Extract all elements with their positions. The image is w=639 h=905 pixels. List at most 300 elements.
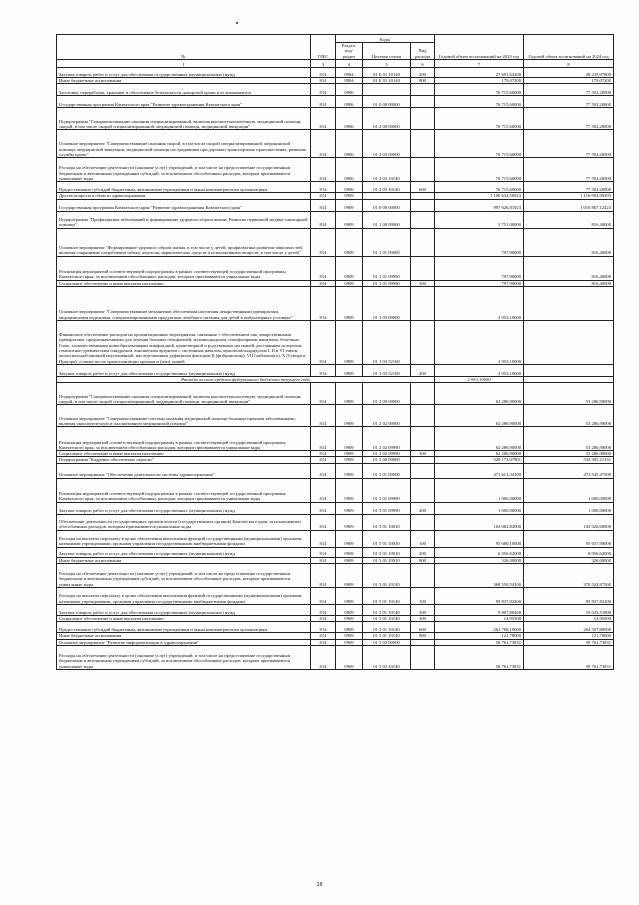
row-section: 0909 [336,605,363,616]
row-grbs: 814 [311,451,336,457]
row-amount-2024: 816,40000 [524,228,614,256]
row-grbs: 814 [311,530,336,547]
row-grbs: 814 [311,405,336,427]
row-section: 0909 [336,502,363,514]
table-row [57,108,614,130]
header-grbs: ГРБС [311,35,336,60]
row-amount-2024: 77 502,20000 [524,182,614,193]
row-exp: 800 [411,633,435,639]
row-grbs: 814 [311,588,336,605]
page-number: 28 [316,882,323,888]
row-grbs: 814 [311,364,336,376]
row-section: 0909 [336,427,363,451]
row-exp [411,645,435,669]
table-row [57,211,614,228]
row-section: 0909 [336,547,363,557]
header-num-6: 6 [411,60,435,68]
row-amount-2024: 816,40000 [524,211,614,228]
row-name: Основное мероприятие "Совершенствование механизмов обеспечения населения лекарственными препаратами, медицинскими изделиями, специализированными продуктами лечебного питания для детей в амбулаторных условиях" [57,286,311,320]
row-name: Закупка товаров, работ и услуг для обеспечения государственных (муниципальных) нужд [57,605,311,616]
row-grbs: 814 [311,96,336,108]
table-row [57,286,614,320]
row-section: 0909 [336,564,363,588]
row-amount-2024 [524,286,614,320]
row-name: Заготовка, переработка, хранение и обеспечение безопасности донорской крови и ее компонентов [57,84,311,96]
row-amount-2024: 1 116 094,99293 [524,193,614,199]
row-target: 01 2 00 00000 [363,108,411,130]
row-section: 0909 [336,639,363,645]
row-target: 01 5 01 10140 [363,564,411,588]
row-section: 0909 [336,478,363,502]
table-row [57,158,614,182]
row-target: 01 2 02 09990 [363,427,411,451]
row-target: 01 5 01 10140 [363,588,411,605]
header-2023: Годовой объем ассигнований на 2023 год [435,35,524,60]
row-target: 01 1 01 09990 [363,280,411,286]
table-row [57,622,614,633]
row-section: 0909 [336,286,363,320]
row-target: 01 0 00 00000 [363,96,411,108]
row-target: 01 1 01 09990 [363,256,411,280]
row-grbs: 814 [311,84,336,96]
row-name: Социальное обеспечение и иные выплаты населению [57,280,311,286]
header-num-5: 5 [363,60,411,68]
row-name: Основное мероприятие "Формирование здорового образа жизни, в том числе у детей, профилактика развития зависимостей, включая сокращение потребления табака, алкоголя, наркотических средств и психоактивных веществ, в том числе у детей" [57,228,311,256]
row-name: Иные бюджетные ассигнования [57,633,311,639]
row-grbs: 814 [311,616,336,622]
row-exp: 300 [411,451,435,457]
row-exp [411,320,435,364]
header-name: № [57,35,311,60]
row-exp [411,478,435,502]
row-amount-2023: 997 626,81923 [435,199,524,211]
row-amount-2023: 9 807,88400 [435,605,524,616]
row-amount-2024: 264 507,80000 [524,622,614,633]
row-target: 01 5 01 00000 [363,463,411,478]
row-amount-2023: 3 751,00000 [435,211,524,228]
row-grbs: 814 [311,514,336,530]
row-section: 0909 [336,451,363,457]
row-exp: 600 [411,622,435,633]
row-grbs: 814 [311,130,336,158]
row-target: 01 5 01 10010 [363,547,411,557]
row-name: Подпрограмма "Профилактика заболеваний и формирование здорового образа жизни. Развитие первичной медико-санитарной помощи" [57,211,311,228]
table-row [57,427,614,451]
row-grbs: 814 [311,182,336,193]
row-amount-2024: 10 043,51800 [524,605,614,616]
row-amount-2024: 77 502,20000 [524,158,614,182]
row-amount-2024: 77 502,20000 [524,84,614,96]
row-section: 0909 [336,588,363,605]
row-exp [411,286,435,320]
row-target: 01 5 01 10010 [363,557,411,563]
row-grbs: 814 [311,502,336,514]
table-row [57,364,614,376]
row-amount-2023: 95 680,10000 [435,530,524,547]
row-grbs: 814 [311,639,336,645]
row-amount-2024: 179,07200 [524,78,614,84]
row-name: Иные бюджетные ассигнования [57,78,311,84]
row-name: Основное мероприятие "Развитие информатизации в здравоохранении" [57,639,311,645]
row-amount-2024: 6 056,62000 [524,547,614,557]
row-amount-2023: 797,90000 [435,280,524,286]
row-section: 0909 [336,405,363,427]
table-row [57,199,614,211]
header-section: Раздел, под- раздел [336,43,363,60]
row-amount-2024: 58 761,73831 [524,639,614,645]
row-name: Закупка товаров, работ и услуг для обеспечения государственных (муниципальных) нужд [57,68,311,78]
row-amount-2024 [524,364,614,376]
row-grbs: 814 [311,78,336,84]
row-amount-2023: 121,78000 [435,633,524,639]
row-amount-2024: 816,40000 [524,256,614,280]
row-section: 0909 [336,320,363,364]
table-row [57,478,614,502]
table-row [57,68,614,78]
row-grbs: 814 [311,622,336,633]
row-target: 01 2 02 00000 [363,405,411,427]
row-grbs: 814 [311,199,336,211]
row-name: Расходы на выплаты персоналу в целях обеспечения выполнения функций государственными (муниципальными) органами, казенными учреждениями, органами управления государственными внебюджетными фондами [57,588,311,605]
row-grbs: 814 [311,286,336,320]
row-amount-2023: 2 953,10000 [435,364,524,376]
row-target: 01 2 03 10140 [363,158,411,182]
row-amount-2023: 62 286,90000 [435,405,524,427]
row-grbs: 814 [311,211,336,228]
row-amount-2024: 53 286,90000 [524,383,614,405]
row-section: 0909 [336,211,363,228]
row-name: Реализация мероприятий соответствующей подпрограммы в рамках соответствующей государственной программы Камчатского края, за исключением обособленных расходов, которым присваиваются уникальные коды [57,478,311,502]
row-amount-2024: 77 502,20000 [524,108,614,130]
row-name: Закупка товаров, работ и услуг для обеспечения государственных (муниципальных) нужд [57,502,311,514]
row-amount-2024: 532 305,21331 [524,457,614,463]
row-target: 01 2 02 09990 [363,451,411,457]
row-name: Подпрограмма "Кадровое обеспечение отрасли" [57,457,311,463]
table-row [57,605,614,616]
row-amount-2024: 370 522,87500 [524,564,614,588]
row-exp [411,383,435,405]
row-amount-2023: 76 715,60000 [435,84,524,96]
row-exp [411,514,435,530]
row-section: 0909 [336,280,363,286]
header-num-4: 4 [336,60,363,68]
row-name: Государственная программа Камчатского края "Развитие здравоохранения Камчатского края" [57,199,311,211]
header-num-8: 8 [524,60,614,68]
table-row [57,130,614,158]
table-row [57,84,614,96]
row-exp [411,211,435,228]
row-target: 01 2 03 10140 [363,182,411,193]
row-section: 0909 [336,530,363,547]
row-target: 01 Б 01 10140 [363,68,411,78]
row-amount-2023: 76 715,60000 [435,96,524,108]
row-name: Подпрограмма "Совершенствование оказания специализированной, включая высокотехнологичную, медицинской помощи, скорой, в том числе скорой специализированной, медицинской помощи, медицинской эвакуации" [57,383,311,405]
row-target: 01 5 01 10140 [363,633,411,639]
row-name: Финансовое обеспечение расходов на организационные мероприятия, связанные с обеспечением лиц лекарственными препаратами, предназначенными для лечения больных гемофилией, муковисцидозом, гипофизарным нанизмом, болезнью Гоше, злокачественными новообразованиями лимфоидной, кроветворной и родственных им тканей, рассеянным склерозом, гемолитико-уремическим синдромом, юношеским артритом с системным началом, мукополисахаридозом I, II и VI типов, апластической анемией неуточненной, наследственным дефицитом факторов II (фибриногена), VII (лабильного), X (Стюарта-Прауэра), а также после трансплантации органов и (или) тканей [57,320,311,364]
row-amount-2023: 95 837,82200 [435,588,524,605]
row-exp [411,84,435,96]
header-number-row [57,60,614,68]
table-row [57,645,614,669]
row-amount-2024: 77 502,20000 [524,96,614,108]
row-exp [411,108,435,130]
row-name: Социальное обеспечение и иные выплаты населению [57,616,311,622]
row-name: Подпрограмма "Совершенствование оказания специализированной, включая высокотехнологичную, медицинской помощи, скорой, в том числе скорой специализированной, медицинской помощи, медицинской эвакуации" [57,108,311,130]
row-section: 0906 [336,158,363,182]
row-section: 0909 [336,383,363,405]
row-target: 01 5 01 10010 [363,530,411,547]
row-target [363,84,411,96]
row-amount-2023: 76 715,60000 [435,108,524,130]
row-name: Расходы за счет средств федерального бюджета текущего года [57,376,435,382]
row-target: 01 5 01 09990 [363,478,411,502]
row-target: 01 2 03 00000 [363,130,411,158]
row-amount-2023: 76 715,60000 [435,130,524,158]
row-name: Основное мероприятие "Совершенствование системы оказания медицинской помощи больным прочими заболеваниями, включая онкологическую и паллиативную медицинской помощи" [57,405,311,427]
row-target: 01 5 02 00000 [363,639,411,645]
row-amount-2023: 2 953,10000 [435,286,524,320]
row-exp: 200 [411,502,435,514]
table-row [57,530,614,547]
row-amount-2023: 102 062,82000 [435,514,524,530]
table-row [57,228,614,256]
row-amount-2023: 62 286,90000 [435,383,524,405]
row-amount-2023: 14,95500 [435,616,524,622]
row-amount-2024: 53 286,90000 [524,451,614,457]
row-amount-2023: 262 768,10000 [435,622,524,633]
row-name: Расходы на выплаты персоналу в целях обеспечения выполнения функций государственными (муниципальными) органами, казенными учреждениями, органами управления государственными внебюджетными фондами [57,530,311,547]
scan-mark [236,22,238,24]
row-grbs: 814 [311,463,336,478]
table-row [57,514,614,530]
row-amount-2024 [524,320,614,364]
row-amount-2024: 121,78000 [524,633,614,639]
row-section: 0909 [336,616,363,622]
row-exp [411,228,435,256]
row-amount-2023: 471 613,34100 [435,463,524,478]
row-grbs: 814 [311,478,336,502]
row-amount-2023: 2 953,10000 [435,320,524,364]
header-num-3: 3 [311,60,336,68]
row-amount-2024: 53 286,90000 [524,405,614,427]
row-amount-2023: 797,90000 [435,228,524,256]
row-target: 01 5 01 10010 [363,514,411,530]
row-target: 01 5 01 10140 [363,605,411,616]
row-section: 0906 [336,108,363,130]
row-amount-2023: 62 286,90000 [435,427,524,451]
row-amount-2023: 1 100 632,56823 [435,193,524,199]
row-amount-2024: 816,40000 [524,280,614,286]
row-amount-2023: 520 173,07901 [435,457,524,463]
row-grbs: 814 [311,256,336,280]
row-grbs: 814 [311,427,336,451]
row-amount-2023: 62 286,90000 [435,451,524,457]
table-row [57,564,614,588]
row-name: Расходы на обеспечение деятельности (оказание услуг) учреждений, в том числе на предоставление государственным бюджетным и автономным учреждениям субсидий, за исключением обособленных расходов, которым присваиваются уникальные коды [57,564,311,588]
row-name: Обеспечение деятельности государственных органов власти (государственных органов) Камчатского края, за исключением обособленных расходов, которым присваиваются уникальные коды [57,514,311,530]
table-row [57,588,614,605]
row-section: 0906 [336,84,363,96]
row-grbs: 814 [311,557,336,563]
table-row [57,405,614,427]
header-target: Целевая статья [363,43,411,60]
row-amount-2023: 368 550,54100 [435,564,524,588]
row-amount-2024: 1 000,00000 [524,478,614,502]
row-exp [411,199,435,211]
row-name: Предоставление субсидий бюджетным, автономным учреждениям и иным некоммерческим организациям [57,182,311,193]
row-grbs: 814 [311,280,336,286]
row-amount-2023: 1 000,00000 [435,502,524,514]
row-name: Иные бюджетные ассигнования [57,557,311,563]
row-target: 01 1 03 52160 [363,320,411,364]
header-codes: Коды [336,35,435,43]
row-exp [411,405,435,427]
row-section: 0909 [336,514,363,530]
row-amount-2023: 6 056,62000 [435,547,524,557]
row-section: 0909 [336,228,363,256]
row-exp [411,96,435,108]
row-section: 0909 [336,457,363,463]
row-grbs: 814 [311,228,336,256]
row-section: 0909 [336,364,363,376]
row-exp: 100 [411,530,435,547]
row-amount-2024: 14,95500 [524,616,614,622]
row-section: 0909 [336,633,363,639]
row-name: Закупка товаров, работ и услуг для обеспечения государственных (муниципальных) нужд [57,547,311,557]
row-exp: 100 [411,588,435,605]
row-exp [411,130,435,158]
row-section: 0904 [336,68,363,78]
budget-table [56,34,614,670]
row-amount-2024: 53 286,90000 [524,427,614,451]
row-section: 0906 [336,130,363,158]
row-amount-2024: 326,00000 [524,557,614,563]
row-section: 0909 [336,199,363,211]
row-exp: 800 [411,78,435,84]
row-target: 01 1 01 00000 [363,228,411,256]
row-amount-2023: 27 691,64200 [435,68,524,78]
row-amount-2024: 1 000,00000 [524,502,614,514]
row-amount-2023: 326,00000 [435,557,524,563]
row-section: 0909 [336,463,363,478]
row-grbs: 814 [311,68,336,78]
row-exp: 800 [411,557,435,563]
header-num-1: 1 [57,60,311,68]
row-grbs: 814 [311,320,336,364]
table-row [57,320,614,364]
row-name: Расходы на обеспечение деятельности (оказание услуг) учреждений, в том числе на предоставление государственным бюджетным и автономным учреждениям субсидий, за исключением обособленных расходов, которым присваиваются уникальные коды [57,158,311,182]
row-name: Основное мероприятие "Обеспечение деятельности системы здравоохранения" [57,463,311,478]
row-grbs: 814 [311,193,336,199]
row-section: 0909 [336,622,363,633]
row-exp [411,427,435,451]
table-body [57,68,614,670]
row-amount-2023: 797,90000 [435,256,524,280]
table-row [57,256,614,280]
row-amount-2024: 58 761,73831 [524,645,614,669]
row-amount-2023: 2 953,10000 [435,376,524,382]
row-target: 01 5 01 09990 [363,502,411,514]
row-grbs: 814 [311,547,336,557]
row-name: Закупка товаров, работ и услуг для обеспечения государственных (муниципальных) нужд [57,364,311,376]
row-exp: 200 [411,68,435,78]
row-name: Государственная программа Камчатского края "Развитие здравоохранения Камчатского края" [57,96,311,108]
row-exp [411,256,435,280]
row-target: 01 1 00 00000 [363,211,411,228]
row-grbs: 814 [311,457,336,463]
header-num-7: 7 [435,60,524,68]
row-grbs: 814 [311,108,336,130]
row-exp [411,463,435,478]
row-target: 01 5 00 00000 [363,457,411,463]
row-exp: 200 [411,364,435,376]
row-name: Реализация мероприятий соответствующей подпрограммы в рамках соответствующей государственной программы Камчатского края, за исключением обособленных расходов, которым присваиваются уникальные коды [57,427,311,451]
row-grbs: 814 [311,645,336,669]
row-section: 0904 [336,78,363,84]
row-grbs: 814 [311,564,336,588]
row-name: Социальное обеспечение и иные выплаты населению [57,451,311,457]
row-grbs: 814 [311,383,336,405]
row-section: 0909 [336,557,363,563]
row-target: 01 Б 01 10140 [363,78,411,84]
table-row [57,502,614,514]
row-target: 01 1 03 00000 [363,286,411,320]
row-amount-2023: 179,07200 [435,78,524,84]
row-amount-2024: 95 657,90000 [524,530,614,547]
row-exp: 300 [411,616,435,622]
header-2024: Годовой объем ассигнований на 2024 год [524,35,614,60]
row-target: 01 5 01 10140 [363,616,411,622]
row-section: 0906 [336,96,363,108]
row-exp: 200 [411,605,435,616]
row-amount-2024: 77 502,20000 [524,130,614,158]
row-exp: 300 [411,280,435,286]
row-grbs: 814 [311,158,336,182]
row-amount-2023: 76 715,60000 [435,182,524,193]
row-target: 01 1 03 52160 [363,364,411,376]
row-exp [411,564,435,588]
row-amount-2023: 58 761,73831 [435,645,524,669]
row-amount-2024: 1 010 867,12423 [524,199,614,211]
row-section: 0909 [336,193,363,199]
row-section: 0909 [336,256,363,280]
row-exp [411,158,435,182]
row-exp: 600 [411,182,435,193]
row-amount-2024: 473 545,47500 [524,463,614,478]
row-section: 0906 [336,182,363,193]
row-name: Другие вопросы в области здравоохранения [57,193,311,199]
row-amount-2024: 95 837,82200 [524,588,614,605]
row-name: Реализация мероприятий соответствующей подпрограммы в рамках соответствующей государственной программы Камчатского края, за исключением обособленных расходов, которым присваиваются уникальные коды [57,256,311,280]
table-row [57,547,614,557]
row-amount-2023: 58 761,73831 [435,639,524,645]
row-target: 01 5 01 10140 [363,622,411,633]
row-grbs: 814 [311,633,336,639]
row-name: Основное мероприятие "Совершенствование оказания скорой, в том числе скорой специализированной, медицинской помощи, медицинской эвакуации, медицинской помощи пострадавшим при дорожно-транспортных происшествиях, развитие службы крови" [57,130,311,158]
row-amount-2024: 102 026,60000 [524,514,614,530]
row-grbs: 814 [311,605,336,616]
row-section: 0909 [336,645,363,669]
row-name: Расходы на обеспечение деятельности (оказание услуг) учреждений, в том числе на предоставление государственным бюджетным и автономным учреждениям субсидий, за исключением обособленных расходов, которым присваиваются уникальные коды [57,645,311,669]
row-amount-2023: 1 000,00000 [435,478,524,502]
row-amount-2023: 76 715,60000 [435,158,524,182]
table-row [57,383,614,405]
row-name: Предоставление субсидий бюджетным, автономным учреждениям и иным некоммерческим организациям [57,622,311,633]
header-row [57,35,614,43]
row-target: 01 2 00 00000 [363,383,411,405]
table-row [57,463,614,478]
row-amount-2024: 28 235,97800 [524,68,614,78]
